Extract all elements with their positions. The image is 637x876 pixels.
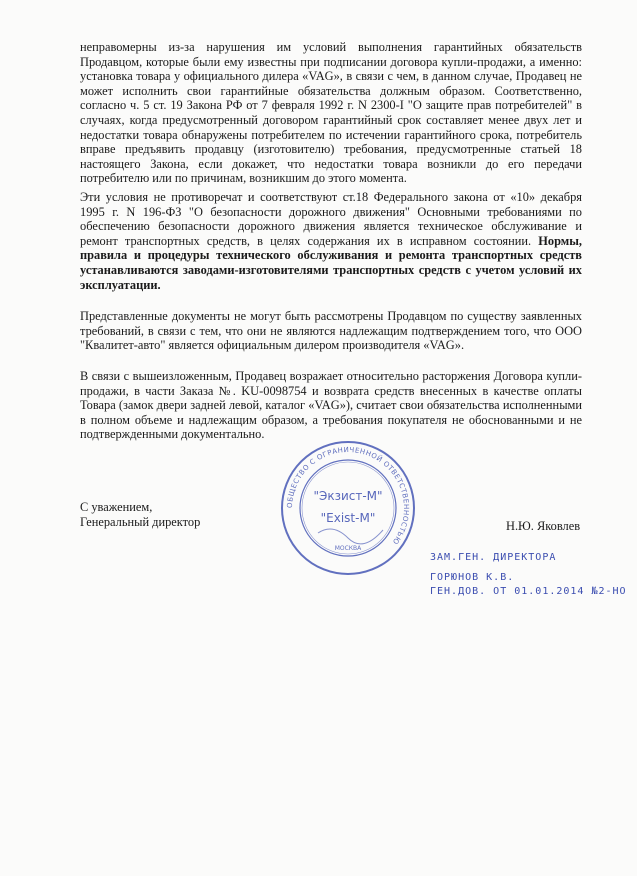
- stamp-name-en: "Exist-M": [320, 511, 376, 525]
- company-stamp: [278, 438, 418, 578]
- paragraph-road-safety: [80, 190, 582, 292]
- stamp-city: МОСКВА: [334, 545, 362, 552]
- note-position: ЗАМ.ГЕН. ДИРЕКТОРА: [430, 552, 557, 563]
- signer-name: Н.Ю. Яковлев: [506, 519, 581, 533]
- note-authority: ГЕН.ДОВ. ОТ 01.01.2014 №2-НО: [430, 586, 627, 597]
- paragraph-documents: Представленные документы не могут быть рассмотрены Продавцом по существу заявленных требований, в связи с тем, что они не являются надлежащим подтверждением того, что ООО "Квалитет-авто" является официальным дилером производителя «VAG».: [80, 309, 582, 353]
- closing-text: С уважением,: [80, 500, 153, 514]
- paragraph-conclusion: В связи с вышеизложенным, Продавец возражает относительно расторжения Договора купли-продажи, в части Заказа №. KU-0098754 и возврата средств внесенных в качестве оплаты Товара (замок двери задней левой, каталог «VAG»), считает свои обязательства исполненными в полном объеме и надлежащим образом, а требования покупателя не обоснованными и не подтвержденными документально.: [80, 369, 582, 442]
- signature-block: [80, 500, 200, 529]
- paragraph-warranty: неправомерны из-за нарушения им условий выполнения гарантийных обязательств Продавцом, которые были ему известны при подписании договора купли-продажи, а именно: установка товара у официального дилера «VAG», в связи с чем, в данном случае, Продавец не может исполнить свои гарантийные обязательства должным образом. Соответственно, согласно ч. 5 ст. 19 Закона РФ от 7 февраля 1992 г. N 2300-I "О защите прав потребителей" в случаях, когда предусмотренный договором гарантийный срок составляет менее двух лет и недостатки товара обнаружены потребителем по истечении гарантийного срока, потребитель вправе предъявить продавцу (изготовителю) требования, предусмотренные статьей 18 настоящего Закона, если докажет, что недостатки товара возникли до его передачи потребителю или по причинам, возникшим до этого момента.: [80, 40, 582, 186]
- signer-position: Генеральный директор: [80, 514, 201, 529]
- stamp-outer-text: ОБЩЕСТВО С ОГРАНИЧЕННОЙ ОТВЕТСТВЕННОСТЬЮ: [285, 445, 411, 546]
- paragraph-road-safety-text: Эти условия не противоречат и соответствуют ст.18 Федерального закона от «10» декабря 1995 г. N 196-ФЗ "О безопасности дорожного движения" Основными требованиями по обеспечению безопасности дорожного движения является техническое обслуживание и ремонт транспортных средств, в целях содержания их в исправном состоянии.: [80, 190, 582, 248]
- note-name: ГОРЮНОВ К.В.: [430, 572, 515, 583]
- paragraph-road-safety-bold: Нормы, правила и процедуры технического обслуживания и ремонта транспортных средств устанавливаются заводами-изготовителями транспортных средств с учетом условий их эксплуатации.: [80, 233, 582, 292]
- signature-scribble: [318, 529, 383, 544]
- stamp-name-ru: "Экзист-М": [313, 489, 383, 503]
